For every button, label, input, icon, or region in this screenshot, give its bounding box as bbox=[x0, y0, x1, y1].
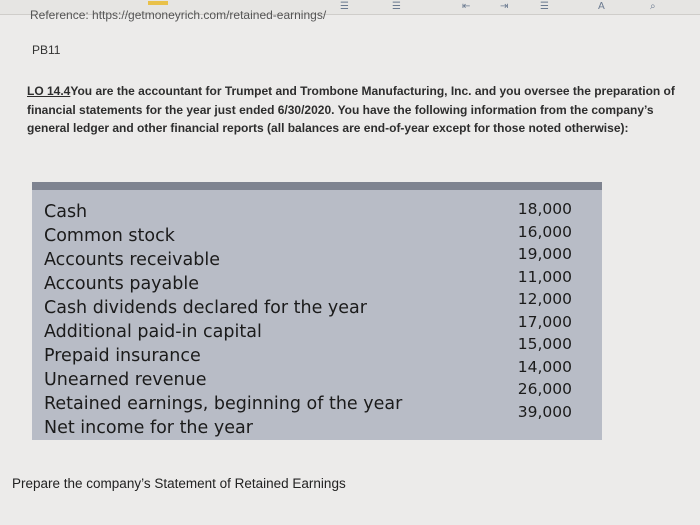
intro-text: You are the accountant for Trumpet and Trombone Manufacturing, Inc. and you oversee the preparation of financial statements for the year just ended 6/30/2020. You have the following information from the company’s general ledger and other financial reports (all balances are end-of-year except for those noted otherwise): bbox=[27, 84, 675, 135]
problem-id: PB11 bbox=[32, 43, 61, 57]
account-label: Accounts receivable bbox=[44, 250, 220, 270]
account-labels bbox=[44, 200, 402, 440]
account-value: 16,000 bbox=[517, 222, 572, 241]
account-value: 19,000 bbox=[517, 245, 572, 263]
account-label: Prepaid insurance bbox=[44, 346, 201, 366]
problem-intro bbox=[27, 82, 697, 138]
account-values bbox=[518, 198, 572, 423]
account-label: Net income for the year bbox=[44, 418, 253, 438]
outdent-icon[interactable]: ⇤ bbox=[462, 1, 471, 12]
text-highlight-swatch bbox=[148, 1, 168, 5]
reference-link[interactable]: Reference: https://getmoneyrich.com/retained-earnings/ bbox=[30, 8, 327, 22]
account-value: 12,000 bbox=[517, 290, 572, 308]
learning-objective-label: LO 14.4 bbox=[27, 84, 71, 98]
account-label: Unearned revenue bbox=[44, 370, 207, 390]
account-value: 14,000 bbox=[517, 357, 572, 376]
numbered-list-icon[interactable]: ☰ bbox=[392, 1, 401, 12]
account-value: 11,000 bbox=[517, 267, 572, 286]
account-value: 17,000 bbox=[517, 312, 572, 331]
account-balances-table bbox=[32, 182, 602, 440]
account-label: Accounts payable bbox=[44, 274, 199, 294]
search-icon[interactable]: ⌕ bbox=[650, 1, 656, 12]
list-icon[interactable]: ☰ bbox=[340, 1, 349, 12]
account-value: 15,000 bbox=[517, 335, 572, 353]
account-value: 39,000 bbox=[517, 402, 572, 421]
account-label: Cash dividends declared for the year bbox=[44, 298, 367, 318]
account-value: 26,000 bbox=[517, 380, 572, 398]
account-label: Retained earnings, beginning of the year bbox=[44, 394, 403, 414]
account-label: Cash bbox=[44, 202, 88, 222]
highlight-color-icon[interactable]: A bbox=[598, 1, 605, 12]
account-label: Common stock bbox=[44, 226, 175, 246]
account-value: 18,000 bbox=[517, 200, 572, 218]
task-instruction: Prepare the company’s Statement of Retained Earnings bbox=[12, 476, 346, 491]
indent-icon[interactable]: ⇥ bbox=[500, 1, 509, 12]
align-icon[interactable]: ☰ bbox=[540, 1, 549, 12]
account-label: Additional paid-in capital bbox=[44, 322, 262, 342]
